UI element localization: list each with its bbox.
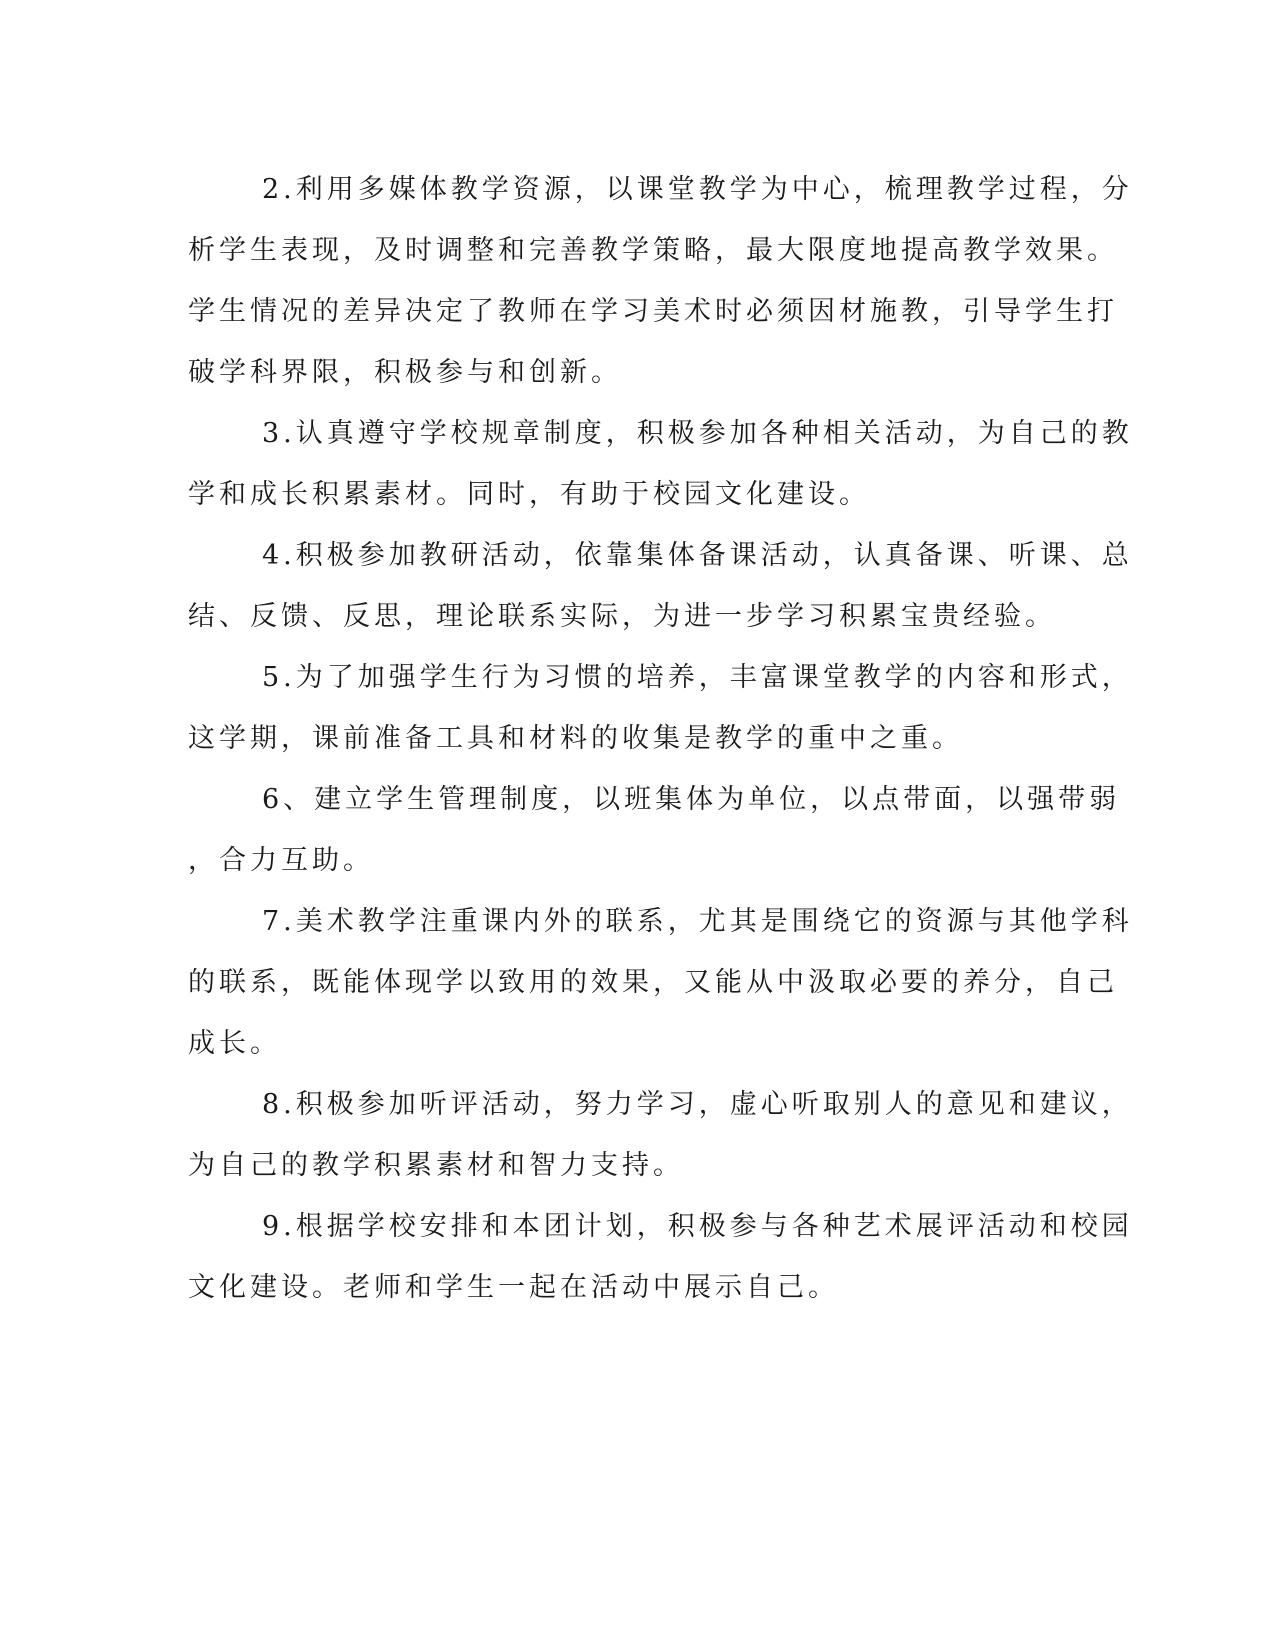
paragraph-2-line-2: 析学生表现，及时调整和完善教学策略，最大限度地提高教学效果。 (188, 235, 1118, 266)
paragraph-6-line-1: 6、建立学生管理制度，以班集体为单位，以点带面，以强带弱 (262, 784, 1121, 815)
paragraph-3-line-1: 3.认真遵守学校规章制度，积极参加各种相关活动，为自己的教 (262, 418, 1133, 449)
paragraph-6-line-2: ，合力互助。 (188, 845, 374, 876)
paragraph-4-line-2: 结、反馈、反思，理论联系实际，为进一步学习积累宝贵经验。 (188, 601, 1056, 632)
paragraph-8-line-1: 8.积极参加听评活动，努力学习，虚心听取别人的意见和建议， (262, 1089, 1133, 1120)
paragraph-7-line-1: 7.美术教学注重课内外的联系，尤其是围绕它的资源与其他学科 (262, 906, 1133, 937)
paragraph-3-line-2: 学和成长积累素材。同时，有助于校园文化建设。 (188, 479, 870, 510)
paragraph-7-line-2: 的联系，既能体现学以致用的效果，又能从中汲取必要的养分，自己 (188, 967, 1118, 998)
paragraph-2-line-4: 破学科界限，积极参与和创新。 (188, 357, 622, 388)
paragraph-5-line-1: 5.为了加强学生行为习惯的培养，丰富课堂教学的内容和形式， (262, 662, 1133, 693)
paragraph-8-line-2: 为自己的教学积累素材和智力支持。 (188, 1150, 684, 1181)
document-body (188, 159, 1133, 1318)
paragraph-4-line-1: 4.积极参加教研活动，依靠集体备课活动，认真备课、听课、总 (262, 540, 1133, 571)
paragraph-9-line-1: 9.根据学校安排和本团计划，积极参与各种艺术展评活动和校园 (262, 1211, 1133, 1242)
paragraph-5-line-2: 这学期，课前准备工具和材料的收集是教学的重中之重。 (188, 723, 963, 754)
paragraph-2-line-1: 2.利用多媒体教学资源，以课堂教学为中心，梳理教学过程，分 (262, 174, 1133, 205)
paragraph-2-line-3: 学生情况的差异决定了教师在学习美术时必须因材施教，引导学生打 (188, 296, 1118, 327)
paragraph-7-line-3: 成长。 (188, 1028, 281, 1059)
paragraph-9-line-2: 文化建设。老师和学生一起在活动中展示自己。 (188, 1272, 839, 1303)
